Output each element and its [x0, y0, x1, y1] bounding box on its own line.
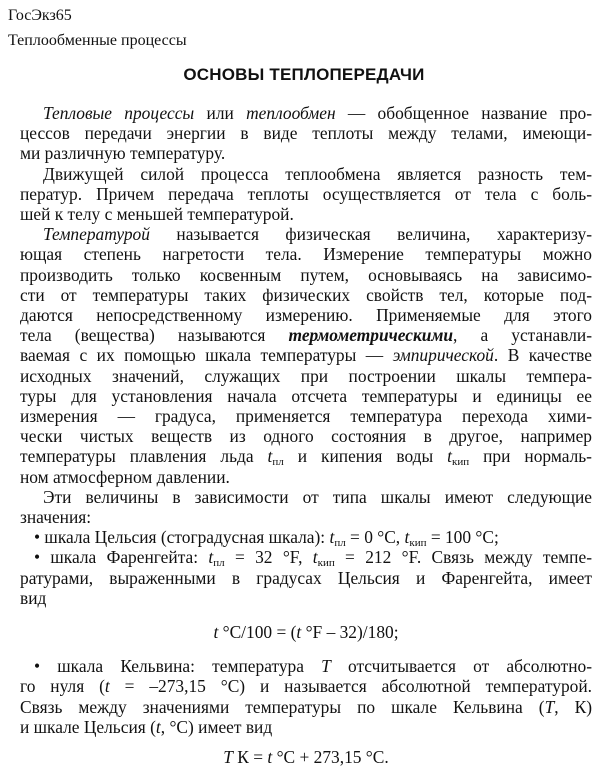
term-thermometric: термометрическими	[288, 325, 454, 346]
paragraph-2-line-2: ператур. Причем передача теплоты осуществляется от тела с боль-	[20, 183, 592, 204]
paragraph-3-line-9: туры для установления начала отсчета температуры и единицы ее	[20, 385, 592, 406]
paragraph-1-line-3: ми различную температуру.	[20, 143, 226, 164]
bullet-kelvin-line-4: и шкале Цельсия (t, °С) имеет вид	[20, 716, 273, 737]
paragraph-3-line-7: ваемая с их помощью шкала температуры — эмпирической. В качестве	[20, 345, 593, 366]
bullet-fahrenheit-line-2: ратурами, выраженными в градусах Цельсия и Фаренгейта, имеет	[20, 567, 592, 588]
paragraph-3-line-5: даются непосредственному измерению. Применяемые для этого	[20, 305, 592, 326]
page-title: ОСНОВЫ ТЕПЛОПЕРЕДАЧИ	[183, 65, 425, 84]
paragraph-4-line-2: значения:	[20, 507, 92, 528]
text-body	[20, 103, 592, 767]
paragraph-3-line-2: ющая степень нагретости тела. Измерение температуры можно	[20, 244, 592, 265]
bullet-kelvin-line-2: го нуля (t = –273,15 °С) и называется абсолютной температурой.	[20, 676, 593, 697]
paragraph-3-line-8: исходных значений, служащих при построении шкалы темпера-	[20, 365, 592, 386]
paragraph-3-line-10: измерения — градуса, применяется температура перехода хими-	[20, 406, 592, 427]
paragraph-3-line-1: Температурой называется физическая величина, характеризу-	[43, 224, 592, 245]
paragraph-3-line-12: температуры плавления льда $t_{пл}$ и кипения воды $t_{кип}$ при нормаль-	[20, 446, 592, 469]
paragraph-3-line-11: чески чистых веществ из одного состояния в другое, например	[20, 426, 592, 447]
paragraph-2-line-3: шей к телу с меньшей температурой.	[20, 204, 294, 225]
bullet-celsius: • шкала Цельсия (стоградусная шкала): $t_{пл} = 0$ °С, $t_{кип} = 100$ °С;	[34, 527, 499, 550]
paragraph-3-line-13: ном атмосферном давлении.	[20, 466, 230, 487]
formula-kelvin-celsius: T К = t °С + 273,15 °С.	[223, 747, 389, 768]
term-heat-exchange: теплообмен	[246, 103, 336, 123]
bullet-fahrenheit-line-1: • шкала Фаренгейта: $t_{пл} = 32$ °F, $t_{кип} = 212$ °F. Связь между темпе-	[34, 547, 592, 570]
paragraph-3-line-3: производить только косвенным путем, основываясь на зависимо-	[20, 264, 592, 285]
formula-celsius-fahrenheit: t °С/100 = (t °F – 32)/180;	[213, 622, 399, 643]
paragraph-4-line-1: Эти величины в зависимости от типа шкалы имеют следующие	[43, 486, 592, 507]
term-temperature: Температурой	[43, 224, 150, 245]
paragraph-3-line-4: сти от температуры таких физических свойств тел, которые под-	[20, 284, 592, 305]
header-code: ГосЭкз65	[8, 7, 72, 24]
bullet-kelvin-line-1: • шкала Кельвина: температура T отсчитывается от абсолютно-	[34, 656, 592, 677]
paragraph-1-line-1: Тепловые процессы или теплообмен — обобщенное название про-	[43, 103, 592, 123]
bullet-kelvin-line-3: Связь между значениями температуры по шкале Кельвина (T, К)	[20, 696, 592, 717]
bullet-fahrenheit-line-3: вид	[20, 587, 47, 608]
term-thermal-processes: Тепловые процессы	[43, 103, 195, 123]
paragraph-2-line-1: Движущей силой процесса теплообмена является разность тем-	[43, 163, 592, 184]
paragraph-3-line-6: тела (вещества) называются термометрическими, а устанавли-	[20, 325, 592, 346]
term-empirical: эмпирической	[392, 345, 494, 366]
paragraph-1-line-2: цессов передачи энергии в виде теплоты между телами, имеющи-	[20, 123, 592, 144]
header-topic: Теплообменные процессы	[8, 32, 187, 49]
